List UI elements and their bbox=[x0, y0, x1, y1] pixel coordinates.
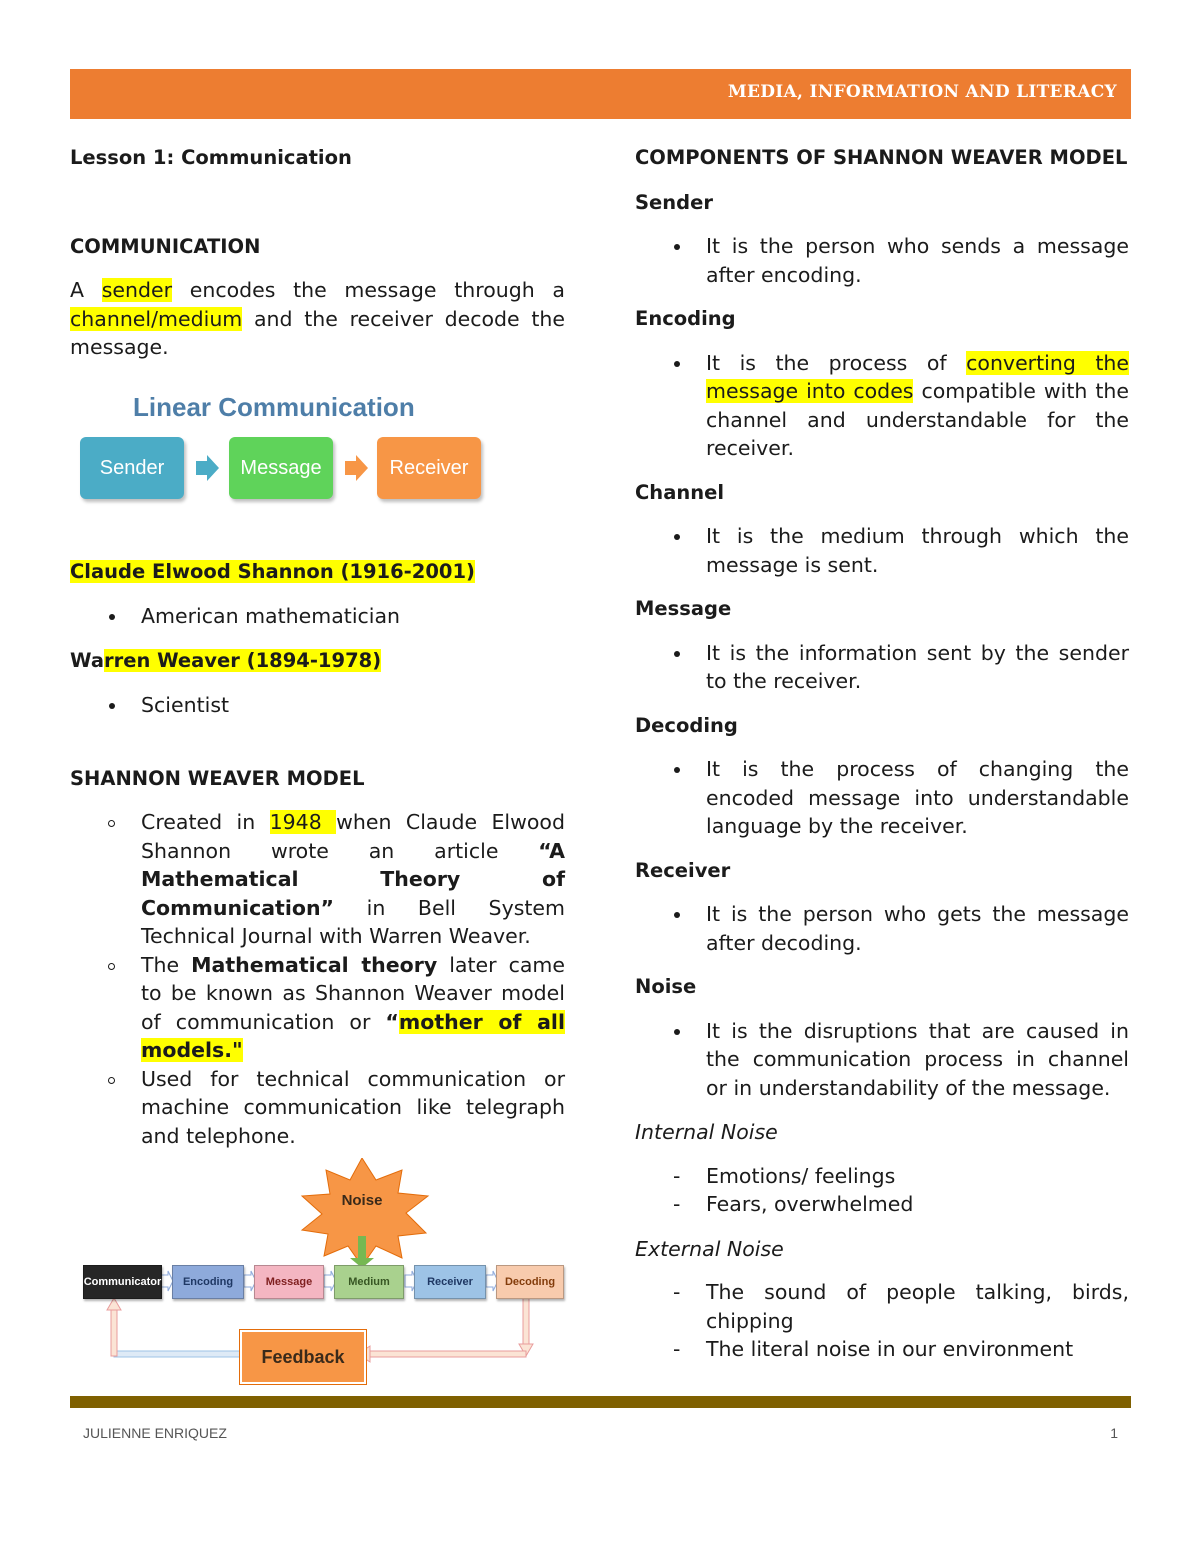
list-item bbox=[70, 951, 565, 1065]
components-heading: COMPONENTS OF SHANNON WEAVER MODEL bbox=[635, 146, 1128, 169]
list-item: American mathematician bbox=[70, 602, 565, 631]
encoding-box: Encoding bbox=[172, 1265, 244, 1299]
internal-noise-list bbox=[635, 1162, 1129, 1219]
receiver-list bbox=[635, 900, 1129, 957]
model-heading: SHANNON WEAVER MODEL bbox=[70, 766, 365, 790]
linear-communication-diagram bbox=[70, 380, 495, 530]
list-item: It is the medium through which the message is sent. bbox=[635, 522, 1129, 579]
noise-label: Noise bbox=[341, 1192, 383, 1209]
text-run: when Claude Elwood Shannon wrote an article bbox=[141, 810, 565, 863]
receiver-box: Receiver bbox=[414, 1265, 486, 1299]
highlight-mother-of-all-models: mother of all models." bbox=[141, 1009, 565, 1062]
list-item: It is the person who gets the message after decoding. bbox=[635, 900, 1129, 957]
sender-heading: Sender bbox=[635, 190, 713, 214]
weaver-list bbox=[70, 691, 565, 720]
highlight-channel: channel/medium bbox=[70, 306, 243, 331]
receiver-box: Receiver bbox=[377, 437, 481, 499]
list-item: It is the person who sends a message after encoding. bbox=[635, 232, 1129, 289]
highlight-weaver: rren Weaver (1894-1978) bbox=[103, 648, 382, 672]
sender-list bbox=[635, 232, 1129, 289]
list-item bbox=[70, 808, 565, 951]
decoding-list bbox=[635, 755, 1129, 841]
text-run: It is the process of bbox=[706, 350, 967, 375]
communication-heading: COMMUNICATION bbox=[70, 234, 261, 258]
list-item: - Fears, overwhelmed bbox=[635, 1190, 1129, 1219]
encoding-list bbox=[635, 349, 1129, 463]
text-run: Created in bbox=[141, 810, 270, 834]
text-run: and the receiver decode the message. bbox=[70, 306, 565, 359]
text-run: The bbox=[141, 952, 192, 977]
receiver-heading: Receiver bbox=[635, 858, 731, 882]
message-heading: Message bbox=[635, 597, 732, 620]
text-run: “ bbox=[385, 1009, 399, 1034]
internal-noise-heading: Internal Noise bbox=[635, 1120, 778, 1144]
highlight-converting: converting the message into codes bbox=[706, 350, 1129, 403]
list-item: Scientist bbox=[70, 691, 565, 720]
decoding-heading: Decoding bbox=[635, 713, 738, 737]
list-item bbox=[635, 349, 1129, 463]
right-column bbox=[635, 140, 1129, 1364]
channel-list bbox=[635, 522, 1129, 579]
diagram-title: Linear Communication bbox=[133, 392, 415, 422]
message-box: Message bbox=[254, 1265, 324, 1299]
footer-bar bbox=[70, 1396, 1131, 1408]
footer-author: JULIENNE ENRIQUEZ bbox=[83, 1425, 227, 1441]
list-item: - Emotions/ feelings bbox=[635, 1162, 1129, 1191]
decoding-box: Decoding bbox=[496, 1265, 564, 1299]
weaver-name bbox=[70, 647, 565, 676]
model-list bbox=[70, 808, 565, 1150]
list-item: - The literal noise in our environment bbox=[635, 1335, 1129, 1364]
message-list bbox=[635, 639, 1129, 696]
header-bar bbox=[70, 69, 1131, 119]
text-run: compatible with the channel and understandable for the receiver. bbox=[706, 379, 1129, 460]
text-run: in Bell System Technical Journal with Warren Weaver. bbox=[141, 895, 565, 948]
channel-heading: Channel bbox=[635, 480, 725, 504]
shannon-weaver-diagram bbox=[80, 1158, 570, 1388]
external-noise-heading: External Noise bbox=[635, 1236, 784, 1261]
message-box: Message bbox=[229, 437, 333, 499]
highlight-shannon: Claude Elwood Shannon (1916-2001) bbox=[70, 559, 475, 583]
encoding-heading: Encoding bbox=[635, 307, 736, 330]
lesson-title: Lesson 1: Communication bbox=[70, 146, 352, 169]
medium-box: Medium bbox=[334, 1265, 404, 1299]
list-item: It is the information sent by the sender to the receiver. bbox=[635, 639, 1129, 696]
text-run: Wa bbox=[70, 648, 104, 672]
sender-box: Sender bbox=[80, 437, 184, 499]
document-header-title: MEDIA, INFORMATION AND LITERACY bbox=[727, 82, 1117, 102]
text-run: later came to be known as Shannon Weaver model of communication or bbox=[141, 952, 565, 1034]
arrow-right-icon bbox=[194, 455, 220, 481]
highlight-sender: sender bbox=[101, 278, 173, 302]
list-item: It is the disruptions that are caused in the communication process in channel or in understandability of the message. bbox=[635, 1017, 1129, 1103]
shannon-list bbox=[70, 602, 565, 631]
external-noise-list bbox=[635, 1278, 1129, 1364]
left-column bbox=[70, 140, 565, 1150]
feedback-box: Feedback bbox=[240, 1330, 366, 1384]
shannon-name bbox=[70, 558, 565, 587]
list-item: It is the process of changing the encoded message into understandable language by the receiver. bbox=[635, 755, 1129, 841]
noise-list bbox=[635, 1017, 1129, 1103]
page-number: 1 bbox=[1110, 1425, 1118, 1441]
noise-heading: Noise bbox=[635, 975, 697, 998]
text-run: A bbox=[70, 278, 102, 302]
bold-term: Mathematical theory bbox=[191, 952, 438, 977]
text-run: encodes the message through a bbox=[172, 278, 565, 302]
arrow-right-icon bbox=[343, 455, 369, 481]
highlight-year: 1948 bbox=[269, 810, 337, 834]
article-title: “A Mathematical Theory of Communication” bbox=[141, 838, 565, 920]
list-item: - The sound of people talking, birds, chipping bbox=[635, 1278, 1129, 1335]
communicator-box: Communicator bbox=[83, 1265, 162, 1299]
list-item: Used for technical communication or machine communication like telegraph and telephone. bbox=[70, 1065, 565, 1151]
communication-definition bbox=[70, 276, 565, 362]
